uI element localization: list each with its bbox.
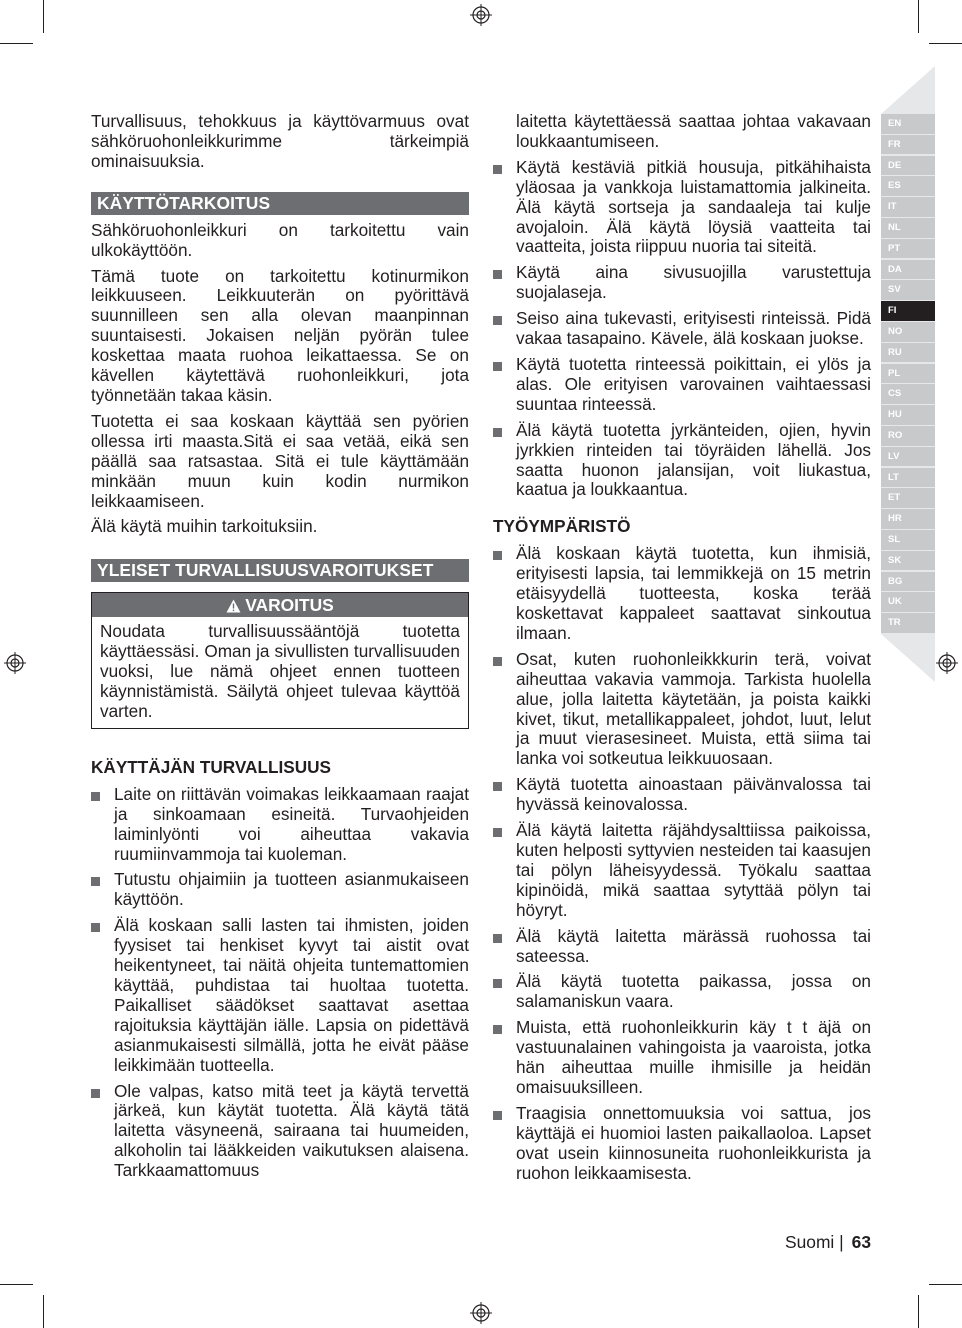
crop-mark xyxy=(929,1284,962,1285)
list-item-text: Tutustu ohjaimiin ja tuotteen asianmukaiseen käyttöön. xyxy=(114,869,469,910)
language-tab-et[interactable]: ET xyxy=(881,488,935,508)
list-item-text: Osat, kuten ruohonleikkkurin terä, voivat aiheuttaa vakavia vammoja. Tarkista huolella alue, jolla laitetta käytetään, ja poista kaikki kivet, tikut, metallikappaleet, johdot, luut, lelut ja muut vierasesineet. Muista, että siima tai lanka voi sotkeutua leikkuuosaan. xyxy=(516,648,871,769)
crop-mark xyxy=(43,0,44,33)
list-item xyxy=(493,544,871,644)
bullet-square-icon xyxy=(493,270,502,279)
list-item xyxy=(493,927,871,967)
continuation-paragraph: laitetta käytettäessä saattaa johtaa vakavaan loukkaantumiseen. xyxy=(516,111,871,151)
language-tab-sk[interactable]: SK xyxy=(881,551,935,571)
general-warnings-heading: YLEISET TURVALLISUUSVAROITUKSET xyxy=(91,559,469,582)
left-column xyxy=(91,112,469,1187)
language-tab-da[interactable]: DA xyxy=(881,260,935,280)
list-item xyxy=(493,1104,871,1184)
bullet-square-icon xyxy=(493,316,502,325)
work-area-list xyxy=(493,544,871,1183)
bullet-square-icon xyxy=(493,828,502,837)
list-item-text: Älä käytä laitetta räjähdysalttiissa paikoissa, kuten helposti syttyvien nesteiden tai kaasujen tai pölyn läheisyydessä. Työkalu saattaa kipinöidä, mikä saattaa sytyttää pölyn tai höyryt. xyxy=(516,820,871,920)
list-item xyxy=(493,650,871,769)
user-safety-list xyxy=(91,785,469,1181)
bullet-square-icon xyxy=(91,877,100,886)
list-item-text: Laite on riittävän voimakas leikkaamaan raajat ja sinkoamaan esineitä. Turvaohjeiden laiminlyönti voi aiheuttaa vakavia ruumiinvammoja tai kuoleman. xyxy=(114,783,469,864)
list-item xyxy=(493,1018,871,1098)
list-item xyxy=(91,870,469,910)
language-tab-fr[interactable]: FR xyxy=(881,135,935,155)
list-item-text: Älä koskaan käytä tuotetta, kun ihmisiä, erityisesti lapsia, tai lemmikkejä on 15 metrin etäisyydellä tuotteesta, koska terää koskettavat kappaleet saattavat sinkoutua ilmaan. xyxy=(516,543,871,643)
list-item-text: Älä käytä tuotetta jyrkänteiden, ojien, hyvin jyrkkien rinteiden tai töyräiden lähellä. Jos saatta huonon jalansijan, voit liukastua, kaatua ja loukkaantua. xyxy=(516,419,871,500)
bullet-square-icon xyxy=(493,657,502,666)
language-tab-strip xyxy=(881,66,935,682)
language-tab-sl[interactable]: SL xyxy=(881,530,935,550)
purpose-heading: KÄYTTÖTARKOITUS xyxy=(91,192,469,215)
bullet-square-icon xyxy=(91,1089,100,1098)
purpose-paragraph: Tuotetta ei saa koskaan käyttää sen pyörien ollessa irti maasta.Sitä ei saa vetää, eikä sen päällä saa ratsastaa. Sitä ei tule käyttämään minkään muun kuin kodin nurmikon leikkaamiseen. xyxy=(91,410,469,511)
language-tab-no[interactable]: NO xyxy=(881,322,935,342)
bullet-square-icon xyxy=(493,782,502,791)
page-number: 63 xyxy=(851,1232,871,1252)
crop-mark xyxy=(929,43,962,44)
footer-language: Suomi | xyxy=(785,1232,844,1252)
list-item xyxy=(493,309,871,349)
bullet-square-icon xyxy=(493,428,502,437)
work-area-heading: TYÖYMPÄRISTÖ xyxy=(493,516,631,537)
bullet-square-icon xyxy=(493,1025,502,1034)
list-item xyxy=(493,355,871,415)
page-footer xyxy=(785,1232,871,1252)
bullet-square-icon xyxy=(91,792,100,801)
crop-mark xyxy=(918,1295,919,1328)
language-tab-uk[interactable]: UK xyxy=(881,592,935,612)
warning-text: Noudata turvallisuussääntöjä tuotetta käyttäessäsi. Oman ja sivullisten turvallisuuden vuoksi, lue nämä ohjeet ennen tuotteen käynnistämistä. Säilytä ohjeet tulevaa käyttöä varten. xyxy=(100,621,460,721)
registration-mark-icon xyxy=(470,4,492,26)
purpose-paragraph: Älä käytä muihin tarkoituksiin. xyxy=(91,516,318,537)
list-item-text: Ole valpas, katso mitä teet ja käytä tervettä järkeä, kun käytät tuotetta. Älä käytä tätä laitetta väsyneenä, sairaana tai huumeiden, alkoholin tai lääkkeiden vaikutuksen alaisena. Tarkkaamattomuus xyxy=(114,1080,469,1181)
crop-mark xyxy=(0,1284,33,1285)
purpose-paragraph: Tämä tuote on tarkoitettu kotinurmikon leikkuuseen. Leikkuuterän on pyörittävä suunnilleen sen alla olevan maanpinnan suuntaisesti. Jokaisen neljän pyörän tulee koskettaa maata ruohoa leikattaessa. Se on kävellen käytettävä ruohonleikkuri, jota työnnetään takaa käsin. xyxy=(91,265,469,405)
language-tab-es[interactable]: ES xyxy=(881,176,935,196)
list-item-text: Traagisia onnettomuuksia voi sattua, jos käyttäjä ei huomioi lasten paikallaoloa. Lapset ovat usein kiinnosuneita ruohonleikkurista ja ruohon leikkaamisesta. xyxy=(516,1102,871,1183)
warning-title: VAROITUS xyxy=(245,595,334,616)
crop-mark xyxy=(918,0,919,33)
language-tab-pl[interactable]: PL xyxy=(881,364,935,384)
list-item-text: Käytä tuotetta rinteessä poikittain, ei ylös ja alas. Ole erityisen varovainen vaihtaessasi suuntaa rinteessä. xyxy=(516,353,871,414)
list-item xyxy=(493,821,871,921)
list-item-text: Muista, että ruohonleikkurin käy t t äjä on vastuunalainen vahingoista ja vaaroista, jotka hän aiheuttaa muille ihmisille ja heidän omaisuuksilleen. xyxy=(516,1017,871,1097)
bullet-square-icon xyxy=(493,979,502,988)
language-tab-en[interactable]: EN xyxy=(881,114,935,134)
list-item xyxy=(493,775,871,815)
list-item-text: Käytä kestäviä pitkiä housuja, pitkähihaista yläosaa ja vankkoja luistamattomia jalkineita. Älä käytä sortseja ja sandaaleja tai kulje avojaloin. Älä käytä löysiä vaatteita tai vaatteita, joista riippuu nuoria tai siteitä. xyxy=(516,156,871,257)
language-tab-ru[interactable]: RU xyxy=(881,343,935,363)
language-tab-lt[interactable]: LT xyxy=(881,468,935,488)
language-tab-tr[interactable]: TR xyxy=(881,613,935,633)
list-item xyxy=(493,421,871,501)
list-item-text: Älä käytä tuotetta paikassa, jossa on salamaniskun vaara. xyxy=(516,971,871,1012)
language-tab-ro[interactable]: RO xyxy=(881,426,935,446)
warning-triangle-icon xyxy=(226,599,241,613)
bullet-square-icon xyxy=(493,551,502,560)
purpose-paragraph: Sähköruohonleikkuri on tarkoitettu vain ulkokäyttöön. xyxy=(91,219,469,260)
list-item-text: Seiso aina tukevasti, erityisesti rinteissä. Pidä vakaa tasapaino. Kävele, älä koskaan juokse. xyxy=(516,308,871,349)
list-item-text: Käytä tuotetta ainoastaan päivänvalossa tai hyvässä keinovalossa. xyxy=(516,774,871,815)
right-column xyxy=(493,112,871,1190)
language-tab-hu[interactable]: HU xyxy=(881,405,935,425)
list-item xyxy=(91,785,469,865)
list-item xyxy=(493,972,871,1012)
bullet-square-icon xyxy=(91,923,100,932)
warning-box xyxy=(91,592,469,729)
registration-mark-icon xyxy=(936,652,958,674)
list-item xyxy=(493,158,871,258)
crop-mark xyxy=(43,1295,44,1328)
language-tab-bg[interactable]: BG xyxy=(881,572,935,592)
user-safety-heading: KÄYTTÄJÄN TURVALLISUUS xyxy=(91,756,331,777)
language-tab-cs[interactable]: CS xyxy=(881,384,935,404)
registration-mark-icon xyxy=(470,1302,492,1324)
list-item xyxy=(91,1082,469,1182)
language-tab-hr[interactable]: HR xyxy=(881,509,935,529)
language-tab-lv[interactable]: LV xyxy=(881,447,935,467)
intro-paragraph: Turvallisuus, tehokkuus ja käyttövarmuus ovat sähköruohonleikkurimme tärkeimpiä ominaisuuksia. xyxy=(91,111,469,171)
language-tab-nl[interactable]: NL xyxy=(881,218,935,238)
bullet-square-icon xyxy=(493,362,502,371)
bullet-square-icon xyxy=(493,1111,502,1120)
list-item xyxy=(493,263,871,303)
list-item xyxy=(91,916,469,1075)
language-tab-fi[interactable]: FI xyxy=(881,301,935,321)
language-tab-it[interactable]: IT xyxy=(881,197,935,217)
user-safety-list-continued xyxy=(493,158,871,501)
language-tab-sv[interactable]: SV xyxy=(881,280,935,300)
language-tab-de[interactable]: DE xyxy=(881,156,935,176)
list-item-text: Käytä aina sivusuojilla varustettuja suojalaseja. xyxy=(516,262,871,303)
list-item-text: Älä käytä laitetta märässä ruohossa tai sateessa. xyxy=(516,925,871,966)
list-item-text: Älä koskaan salli lasten tai ihmisten, joiden fyysiset tai henkiset kyvyt tai aistit ovat heikentyneet, tai näitä ohjeita tuntemattomien käyttää, puhdistaa tai huoltaa tuotetta. Paikalliset säädökset saattavat asettaa rajoituksia käyttäjän iälle. Lapsia on pidettävä asianmukaisesti silmällä, jotta he eivät pääse leikkimään tuotteella. xyxy=(114,915,469,1075)
language-tab-pt[interactable]: PT xyxy=(881,239,935,259)
crop-mark xyxy=(0,43,33,44)
warning-header xyxy=(92,593,468,617)
registration-mark-icon xyxy=(4,652,26,674)
bullet-square-icon xyxy=(493,934,502,943)
bullet-square-icon xyxy=(493,165,502,174)
